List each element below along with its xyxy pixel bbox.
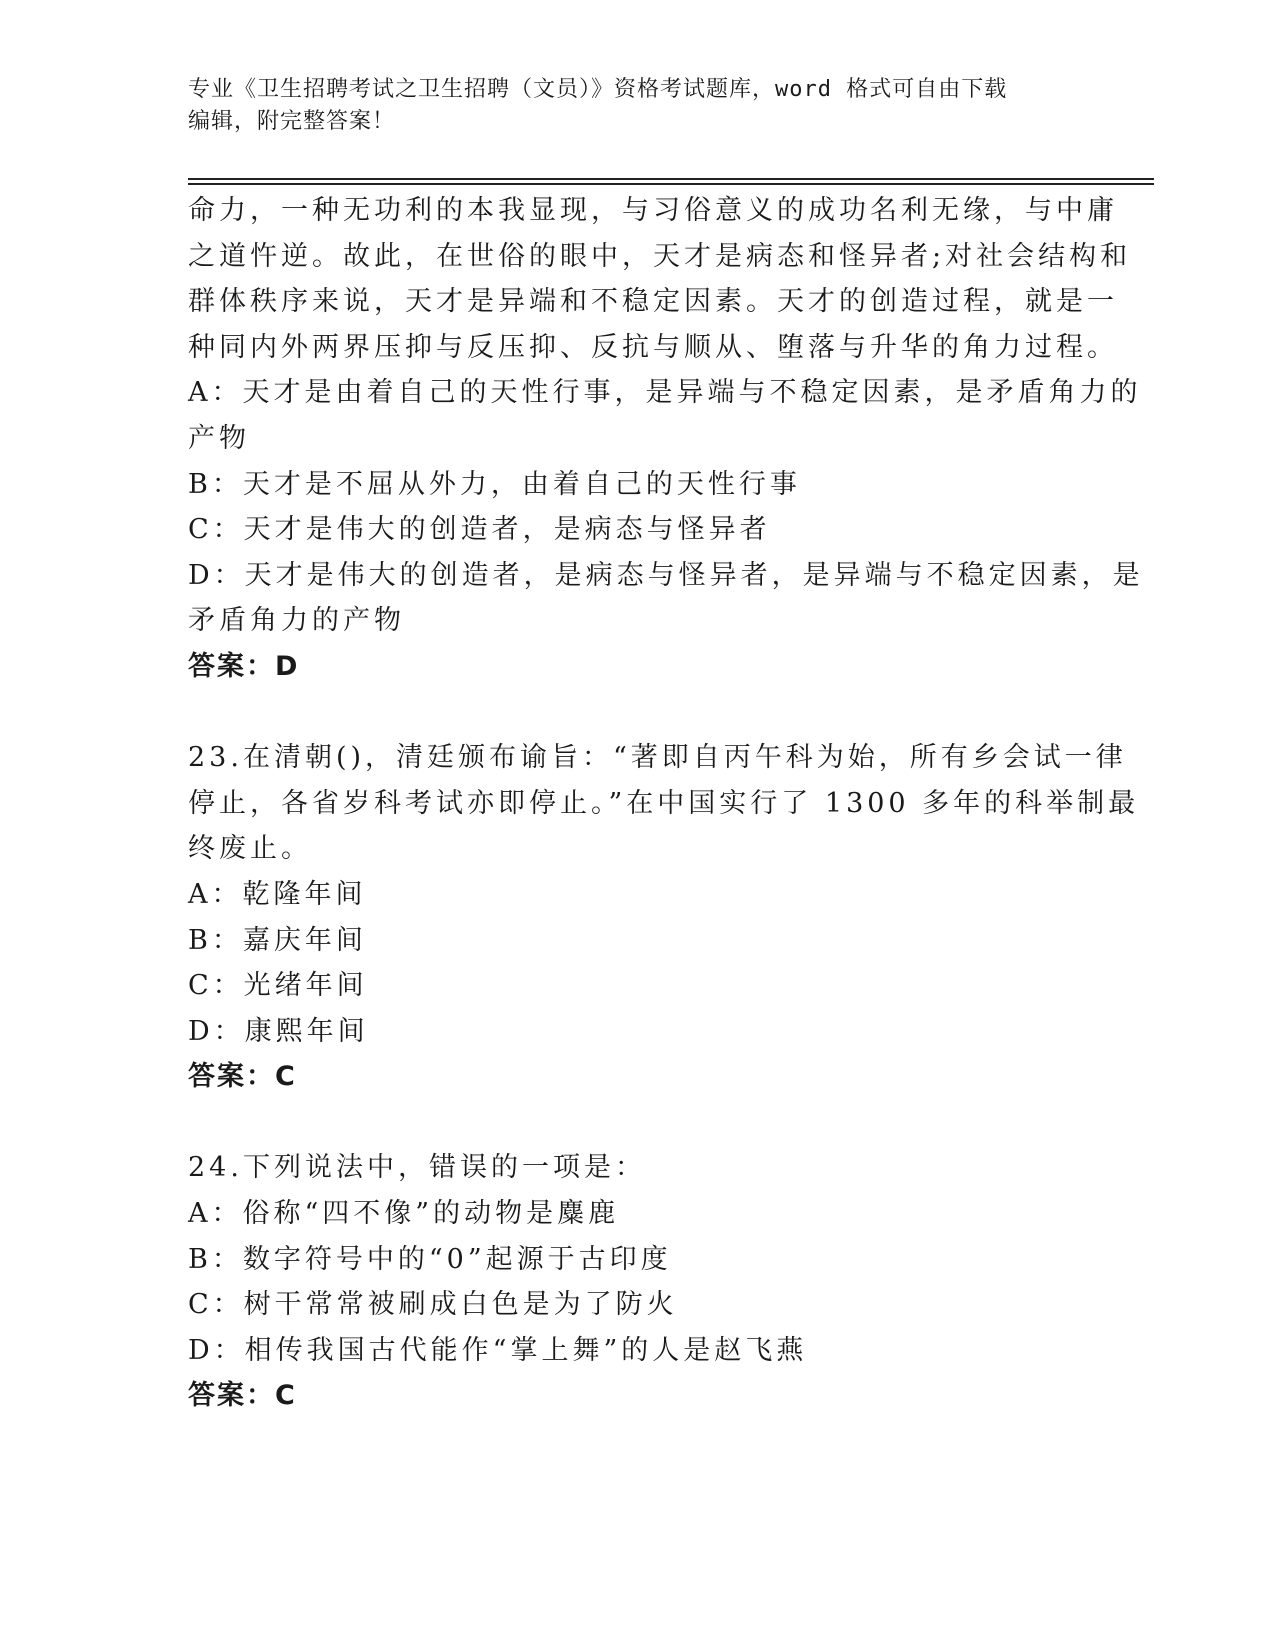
question-stem-line: 终废止。 [188, 833, 312, 865]
question-stem-line: 种同内外两界压抑与反压抑、反抗与顺从、堕落与升华的角力过程。 [188, 331, 1118, 363]
option-d: D：相传我国古代能作“掌上舞”的人是赵飞燕 [188, 1334, 808, 1366]
option-c: C：树干常常被刷成白色是为了防火 [188, 1289, 678, 1321]
question-stem-line: 24.下列说法中，错误的一项是： [188, 1152, 646, 1184]
header-divider-bottom [188, 183, 1154, 185]
option-a: A：天才是由着自己的天性行事，是异端与不稳定因素，是矛盾角力的 [188, 377, 1142, 409]
answer-label: 答案：D [188, 650, 300, 682]
page-header [188, 74, 1088, 138]
answer-label: 答案：C [188, 1061, 297, 1093]
option-d-continued: 矛盾角力的产物 [188, 605, 405, 637]
option-b: B：数字符号中的“0”起源于古印度 [188, 1243, 672, 1275]
question-stem-line: 之道忤逆。故此，在世俗的眼中，天才是病态和怪异者;对社会结构和 [188, 240, 1132, 272]
header-divider-top [188, 178, 1154, 180]
option-d: D：天才是伟大的创造者，是病态与怪异者，是异端与不稳定因素，是 [188, 559, 1144, 591]
option-a: A：俗称“四不像”的动物是麋鹿 [188, 1198, 620, 1230]
option-b: B：天才是不屈从外力，由着自己的天性行事 [188, 468, 801, 500]
question-stem-line: 停止，各省岁科考试亦即停止。”在中国实行了 1300 多年的科举制最 [188, 787, 1140, 819]
option-d: D：康熙年间 [188, 1015, 369, 1047]
header-line-2: 编辑，附完整答案！ [188, 109, 396, 134]
question-content [188, 188, 1144, 1419]
question-spacer [188, 690, 1088, 736]
question-spacer [188, 1100, 1088, 1146]
header-line-1: 专业《卫生招聘考试之卫生招聘（文员）》资格考试题库，word 格式可自由下载 [188, 77, 1008, 102]
question-stem-line: 命力，一种无功利的本我显现，与习俗意义的成功名利无缘，与中庸 [188, 195, 1118, 226]
option-a: A：乾隆年间 [188, 878, 367, 910]
question-stem-line: 23.在清朝()，清廷颁布谕旨：“著即自丙午科为始，所有乡会试一律 [188, 742, 1127, 774]
question-22 [188, 188, 1144, 690]
option-a-continued: 产物 [188, 422, 250, 454]
question-23 [188, 735, 1140, 1100]
option-b: B：嘉庆年间 [188, 924, 367, 956]
answer-label: 答案：C [188, 1380, 297, 1412]
question-stem-line: 群体秩序来说，天才是异端和不稳定因素。天才的创造过程，就是一 [188, 286, 1118, 318]
option-c: C：光绪年间 [188, 970, 368, 1002]
option-c: C：天才是伟大的创造者，是病态与怪异者 [188, 514, 771, 546]
question-24 [188, 1145, 1088, 1419]
